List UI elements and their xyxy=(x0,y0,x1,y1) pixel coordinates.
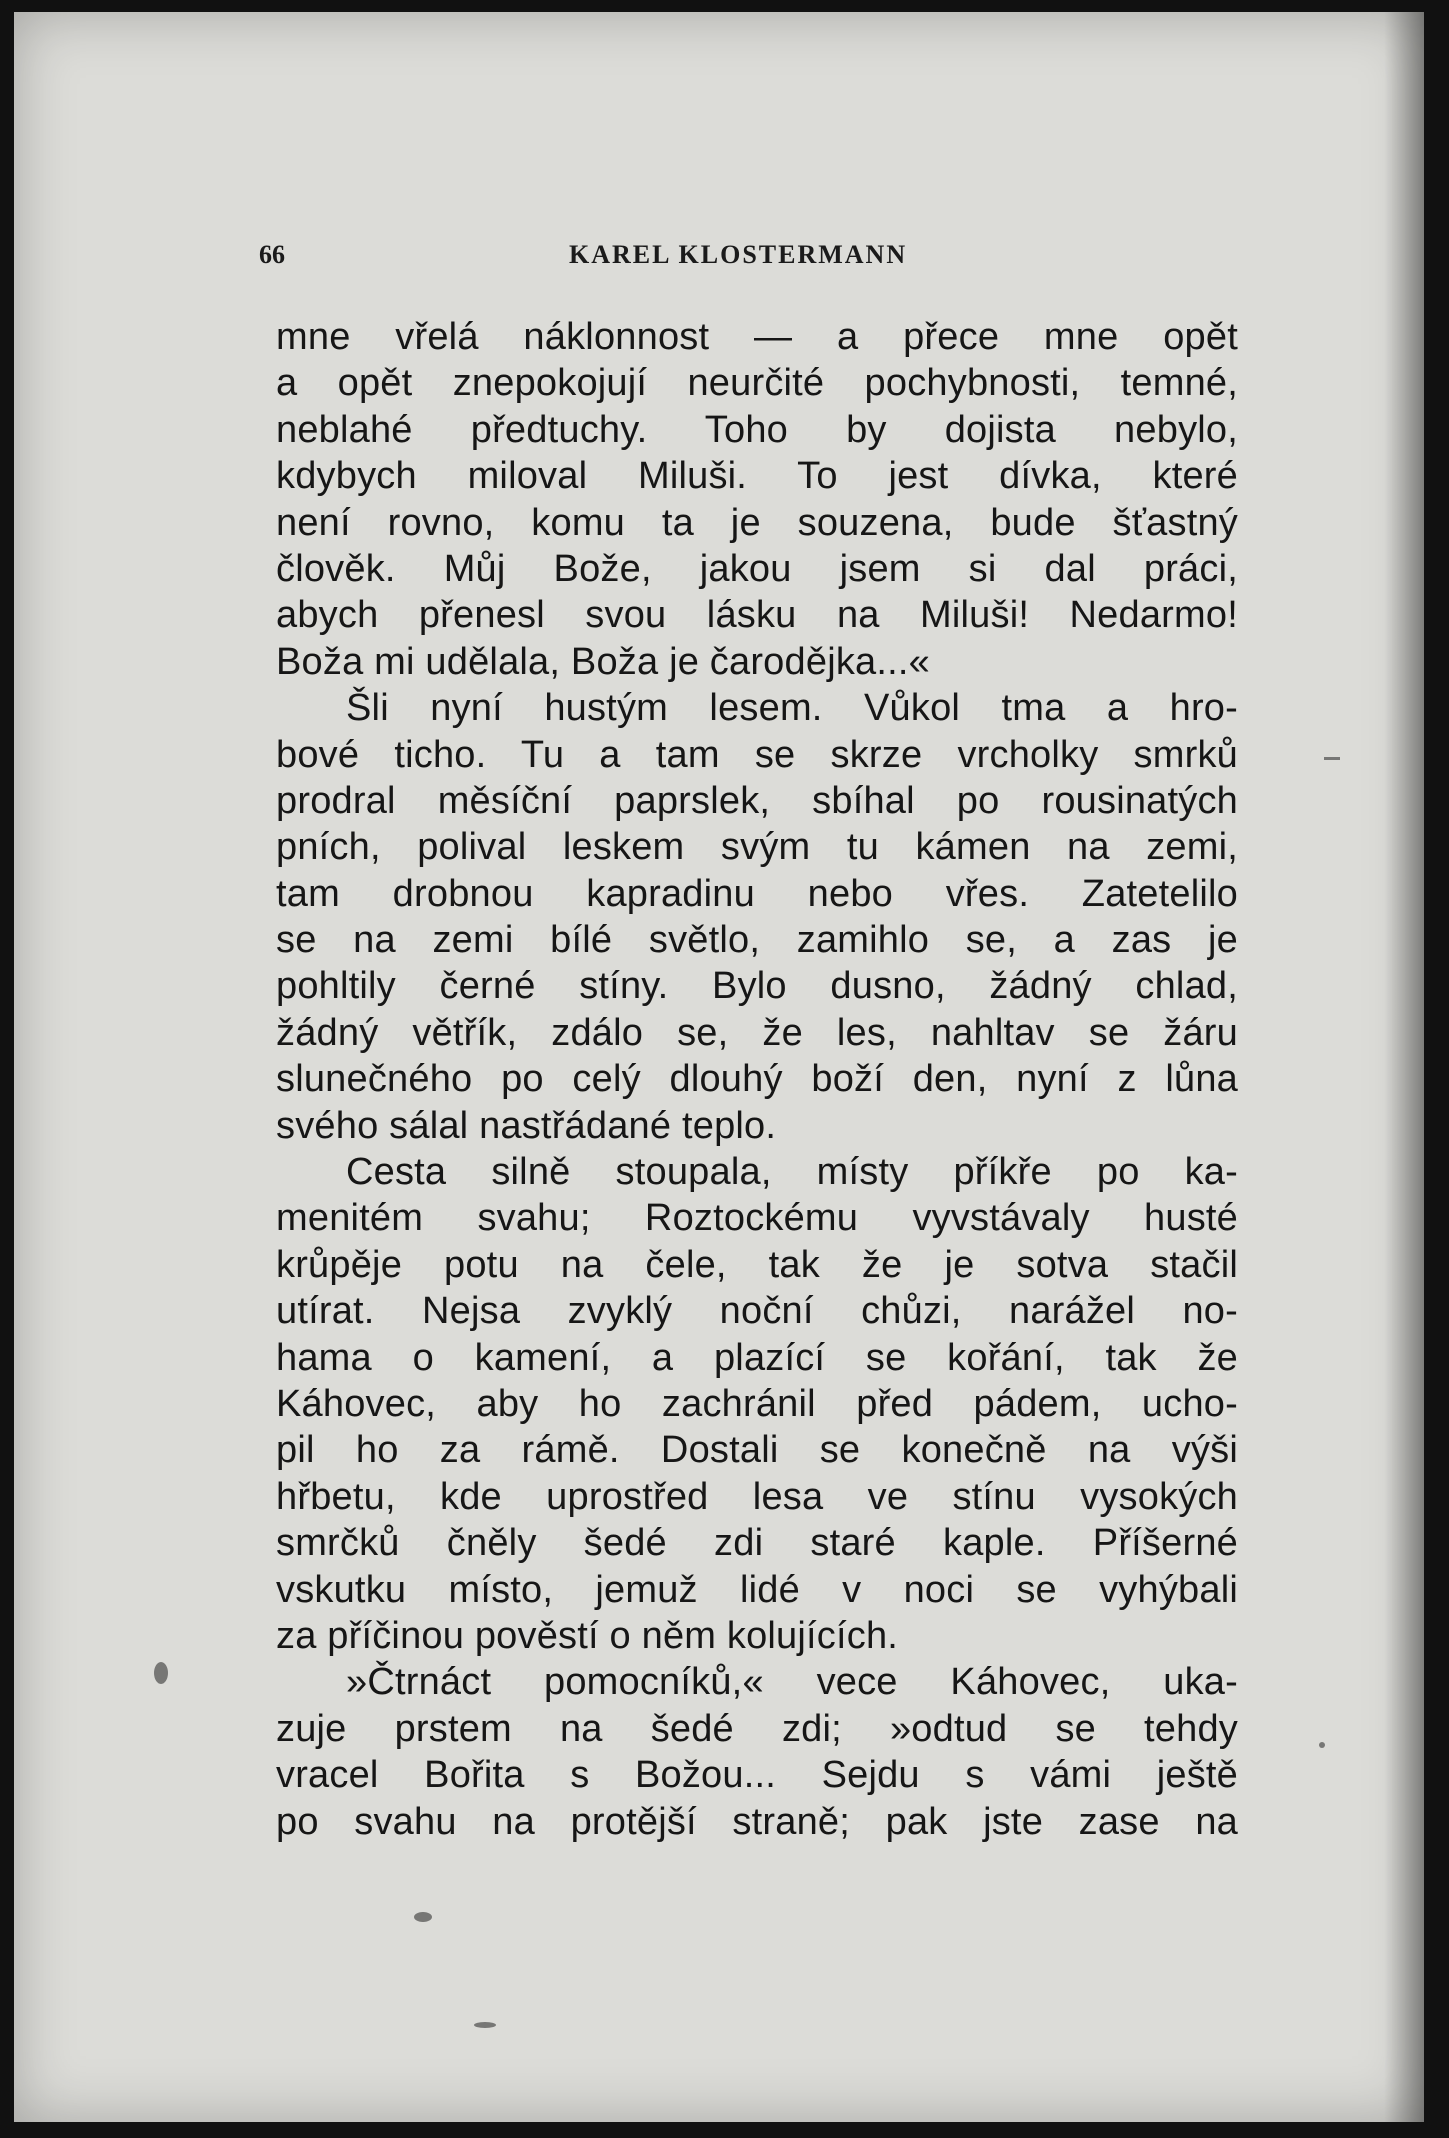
scan-speck xyxy=(1319,1742,1325,1748)
text-line: pil ho za rámě. Dostali se konečně na výši xyxy=(276,1429,1238,1472)
text-line: vracel Bořita s Božou... Sejdu s vámi ještě xyxy=(276,1754,1238,1797)
text-line: hama o kamení, a plazící se kořání, tak že xyxy=(276,1336,1238,1379)
text-line: Cesta silně stoupala, místy příkře po ka- xyxy=(346,1151,1238,1194)
scan-speck xyxy=(1324,757,1340,760)
text-line: a opět znepokojují neurčité pochybnosti, temné, xyxy=(276,362,1238,405)
text-line: se na zemi bílé světlo, zamihlo se, a zas je xyxy=(276,919,1238,962)
text-line: Boža mi udělala, Boža je čarodějka...« xyxy=(276,640,930,683)
text-line: vskutku místo, jemuž lidé v noci se vyhýbali xyxy=(276,1568,1238,1611)
running-head: KAREL KLOSTERMANN xyxy=(569,240,908,269)
text-line: mne vřelá náklonnost — a přece mne opět xyxy=(276,316,1238,358)
text-line: pohltily černé stíny. Bylo dusno, žádný chlad, xyxy=(276,965,1238,1008)
text-line: hřbetu, kde uprostřed lesa ve stínu vysokých xyxy=(276,1475,1238,1518)
text-line: slunečného po celý dlouhý boží den, nyní z lůna xyxy=(276,1058,1238,1101)
text-line: prodral měsíční paprslek, sbíhal po rousinatých xyxy=(276,779,1238,822)
text-line: bové ticho. Tu a tam se skrze vrcholky smrků xyxy=(276,733,1238,776)
text-line: po svahu na protější straně; pak jste zase na xyxy=(276,1800,1238,1843)
text-line: žádný větřík, zdálo se, že les, nahltav se žáru xyxy=(276,1011,1238,1054)
text-line: neblahé předtuchy. Toho by dojista nebylo, xyxy=(276,408,1238,451)
text-line: abych přenesl svou lásku na Miluši! Nedarmo! xyxy=(276,594,1238,637)
page-edge-shadow xyxy=(1384,12,1424,2122)
page-number: 66 xyxy=(259,240,285,269)
book-page xyxy=(14,12,1424,2122)
text-line: člověk. Můj Bože, jakou jsem si dal práci, xyxy=(276,547,1238,590)
text-line: kdybych miloval Miluši. To jest dívka, které xyxy=(276,455,1238,498)
text-line: pních, polival leskem svým tu kámen na zemi, xyxy=(276,826,1238,869)
text-line: menitém svahu; Roztockému vyvstávaly husté xyxy=(276,1197,1238,1240)
scan-speck xyxy=(474,2022,496,2028)
text-line: zuje prstem na šedé zdi; »odtud se tehdy xyxy=(276,1707,1238,1750)
body-text xyxy=(276,314,1238,1845)
scan-speck xyxy=(414,1912,432,1922)
scan-speck xyxy=(154,1662,168,1684)
page-header xyxy=(259,234,1259,274)
text-line: Káhovec, aby ho zachránil před pádem, ucho- xyxy=(276,1382,1238,1425)
text-line: svého sálal nastřádané teplo. xyxy=(276,1104,777,1147)
text-line: »Čtrnáct pomocníků,« vece Káhovec, uka- xyxy=(346,1661,1238,1704)
text-line: krůpěje potu na čele, tak že je sotva stačil xyxy=(276,1243,1238,1286)
text-line: smrčků čněly šedé zdi staré kaple. Příšerné xyxy=(276,1522,1238,1565)
text-line: tam drobnou kapradinu nebo vřes. Zatetelilo xyxy=(276,872,1238,915)
text-line: za příčinou pověstí o něm kolujících. xyxy=(276,1614,899,1657)
text-line: Šli nyní hustým lesem. Vůkol tma a hro- xyxy=(346,687,1238,730)
text-line: utírat. Nejsa zvyklý noční chůzi, narážel no- xyxy=(276,1290,1238,1333)
text-line: není rovno, komu ta je souzena, bude šťastný xyxy=(276,501,1238,544)
